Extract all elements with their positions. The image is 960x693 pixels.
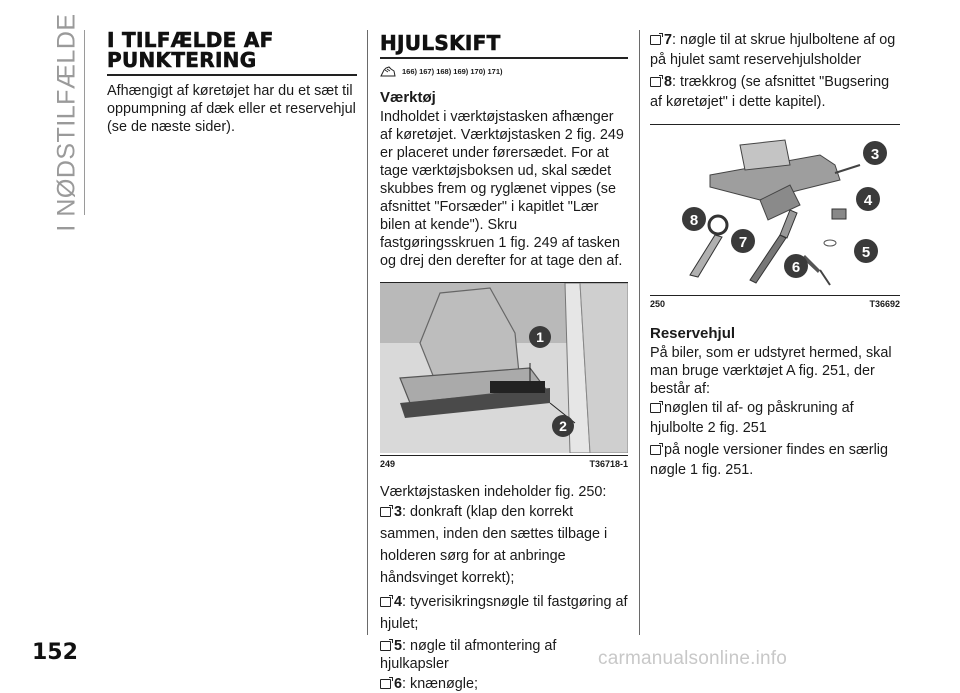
column-divider-1 (367, 30, 368, 635)
figure-249-caption (380, 456, 628, 469)
callout-6: 6 (791, 259, 801, 276)
page-number: 152 (32, 640, 78, 665)
title-line-2: PUNKTERING (107, 48, 257, 72)
bullet-icon (380, 597, 391, 607)
callout-5: 5 (861, 244, 871, 261)
list-item: 6: knænøgle; (380, 675, 628, 693)
column-2 (380, 30, 628, 693)
refs-text: 166) 167) 168) 169) 170) 171) (402, 66, 503, 76)
figure-250 (650, 124, 900, 296)
callout-2: 2 (559, 418, 567, 434)
figure-number: 250 (650, 299, 666, 309)
watermark: carmanualsonline.info (598, 648, 788, 669)
list-intro: Værktøjstasken indeholder fig. 250: (380, 484, 607, 500)
section-title-hjulskift: HJULSKIFT (380, 31, 501, 55)
list-item: 3: donkraft (klap den korrekt sammen, inden den sættes tilbage i holderen sørg for at anbringe håndsvinget korrekt); (380, 504, 608, 586)
section-title-punktering (107, 30, 357, 70)
bullet-icon (650, 403, 661, 413)
callout-7: 7 (738, 234, 748, 251)
list-item: på nogle versioner findes en særlig nøgle 1 fig. 251. (650, 442, 888, 478)
list-item: 7: nøgle til at skrue hjulboltene af og på hjulet samt reservehjulsholder (650, 32, 896, 68)
warning-refs (380, 65, 628, 77)
side-tab (52, 13, 82, 232)
seat-toolbag-illustration (380, 283, 628, 453)
column-divider-2 (639, 30, 640, 635)
list-item: 5: nøgle til afmontering af hjulkapsler (380, 638, 557, 672)
bullet-icon (380, 641, 391, 651)
figure-249 (380, 282, 628, 456)
subhead-reservehjul: Reservehjul (650, 325, 736, 342)
list-item: 4: tyverisikringsnøgle til fastgøring af hjulet; (380, 594, 628, 632)
reservehjul-paragraph: På biler, som er udstyret hermed, skal man bruge værktøjet A fig. 251, der består af: (650, 345, 892, 397)
column-3 (650, 30, 900, 480)
callout-8: 8 (689, 212, 699, 229)
vaerktoj-paragraph: Indholdet i værktøjstasken afhænger af køretøjet. Værktøjstasken 2 fig. 249 er placeret under førersædet. For at tage værktøjsboksen ud, skal sædet skubbes frem og ryglænet vippes (se afsnittet "Forsæder" i kapitlet "Lær bilen at kende"). Skru fastgøringsskruen 1 fig. 249 af tasken og drej den derefter for at tage den af. (380, 109, 624, 269)
chapter-label: I NØDSTILFÆLDE (52, 13, 81, 232)
callout-1: 1 (536, 329, 544, 345)
tools-illustration (650, 125, 900, 293)
figure-code: T36718-1 (589, 459, 628, 469)
figure-code: T36692 (869, 299, 900, 309)
list-item: 8: trækkrog (se afsnittet "Bugsering af køretøjet" i dette kapitel). (650, 74, 890, 110)
column-1 (107, 30, 357, 136)
callout-3: 3 (870, 146, 880, 163)
subhead-vaerktoj: Værktøj (380, 89, 436, 106)
bullet-icon (380, 679, 391, 689)
list-item: nøglen til af- og påskruning af hjulbolte 2 fig. 251 (650, 400, 854, 436)
hand-warning-icon (380, 65, 396, 77)
bullet-icon (380, 507, 391, 517)
side-rule (84, 30, 85, 215)
bullet-icon (650, 77, 661, 87)
bullet-icon (650, 35, 661, 45)
title-rule (107, 74, 357, 76)
figure-number: 249 (380, 459, 396, 469)
title-line-1: I TILFÆLDE AF (107, 28, 274, 52)
intro-paragraph: Afhængigt af køretøjet har du et sæt til oppumpning af dæk eller et reservehjul (se de næste sider). (107, 83, 356, 135)
title-rule (380, 57, 628, 59)
bullet-icon (650, 445, 661, 455)
figure-250-caption (650, 296, 900, 309)
callout-4: 4 (863, 192, 873, 209)
